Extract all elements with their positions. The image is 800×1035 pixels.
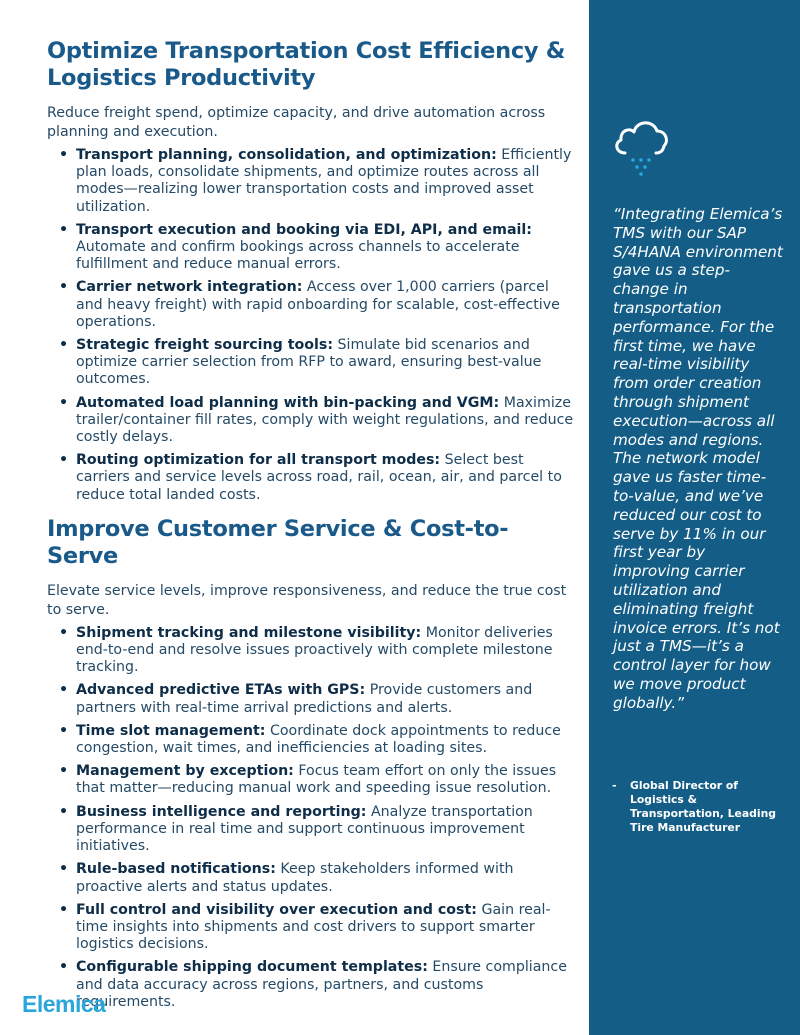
item-label: Full control and visibility over execution and cost: bbox=[76, 901, 477, 918]
section1-list bbox=[47, 147, 577, 504]
list-item: • Carrier network integration: Access over 1,000 carriers (parcel and heavy freight) with rapid onboarding for scalable, cost-effective operations. bbox=[59, 279, 560, 330]
section2-list bbox=[47, 625, 577, 1011]
item-text: Automate and confirm bookings across channels to accelerate fulfillment and reduce manual errors. bbox=[76, 239, 520, 273]
section2-intro: Elevate service levels, improve responsiveness, and reduce the true cost to serve. bbox=[47, 582, 567, 618]
main-content bbox=[47, 38, 577, 1017]
item-text: Focus team effort on only the issues that matter—reducing manual work and speeding issue resolution. bbox=[76, 763, 557, 797]
item-label: Strategic freight sourcing tools: bbox=[76, 337, 333, 354]
item-label: Shipment tracking and milestone visibility: bbox=[76, 624, 422, 641]
list-item: • Routing optimization for all transport modes: Select best carriers and service levels across road, rail, ocean, air, and parcel to reduce total landed costs. bbox=[59, 452, 562, 503]
item-label: Routing optimization for all transport modes: bbox=[76, 452, 441, 469]
item-label: Transport planning, consolidation, and optimization: bbox=[76, 147, 497, 163]
list-item: • Business intelligence and reporting: Analyze transportation performance in real time and support continuous improvement initiatives. bbox=[59, 803, 533, 855]
item-text: Maximize trailer/container fill rates, comply with weight regulations, and reduce costly delays. bbox=[76, 394, 574, 446]
item-label: Advanced predictive ETAs with GPS: bbox=[76, 682, 366, 699]
item-text: Select best carriers and service levels across road, rail, ocean, air, and parcel to reduce total landed costs. bbox=[76, 452, 562, 503]
elemica-logo: Elemica bbox=[22, 991, 106, 1017]
cloud-icon bbox=[611, 113, 671, 183]
list-item: • Configurable shipping document templates: Ensure compliance and data accuracy across regions, partners, and customs requirements. bbox=[59, 959, 567, 1010]
item-text: Ensure compliance and data accuracy across regions, partners, and customs requirements. bbox=[76, 959, 567, 1010]
item-text: Access over 1,000 carriers (parcel and heavy freight) with rapid onboarding for scalable, cost-effective operations. bbox=[76, 279, 560, 330]
list-item: • Management by exception: Focus team effort on only the issues that matter—reducing manual work and speeding issue resolution. bbox=[59, 763, 557, 797]
section2-heading: Improve Customer Service & Cost-to-Serve bbox=[47, 515, 509, 569]
list-item: • Strategic freight sourcing tools: Simulate bid scenarios and optimize carrier selection from RFP to award, ensuring best-value outcomes. bbox=[59, 337, 542, 388]
item-text: Provide customers and partners with real-time arrival predictions and alerts. bbox=[76, 682, 533, 716]
list-item: • Transport execution and booking via EDI, API, and email: Automate and confirm bookings across channels to accelerate fulfillment and reduce manual errors. bbox=[59, 221, 532, 273]
item-label: Rule-based notifications: bbox=[76, 861, 276, 878]
item-label: Configurable shipping document templates: bbox=[76, 959, 428, 976]
item-text: Monitor deliveries end-to-end and resolve issues proactively with complete milestone tracking. bbox=[76, 624, 553, 676]
item-text: Simulate bid scenarios and optimize carrier selection from RFP to award, ensuring best-value outcomes. bbox=[76, 337, 542, 388]
section1-intro: Reduce freight spend, optimize capacity, and drive automation across planning and execution. bbox=[47, 105, 546, 140]
testimonial-quote: “Integrating Elemica’s TMS with our SAP S/4HANA environment gave us a step-change in transportation performance. For the first time, we have real-time visibility from order creation through shipment execution—across all modes and regions. The network model gave us faster time-to-value, and we’ve reduced our cost to serve by 11% in our first year by improving carrier utilization and eliminating freight invoice errors. It’s not just a TMS—it’s a control layer for how we move product globally.” bbox=[613, 205, 783, 712]
item-label: Automated load planning with bin-packing and VGM: bbox=[76, 394, 500, 411]
list-item: • Advanced predictive ETAs with GPS: Provide customers and partners with real-time arrival predictions and alerts. bbox=[59, 682, 533, 716]
item-label: Time slot management: bbox=[76, 722, 266, 739]
list-item: • Automated load planning with bin-packing and VGM: Maximize trailer/container fill rates, comply with weight regulations, and reduce costly delays. bbox=[59, 394, 574, 446]
item-text: Coordinate dock appointments to reduce congestion, wait times, and inefficiencies at loading sites. bbox=[76, 722, 561, 757]
list-item: • Transport planning, consolidation, and optimization: Efficiently plan loads, consolidate shipments, and optimize routes across all modes—realizing lower transportation costs and improved asset utilization. bbox=[59, 147, 572, 215]
section1-heading: Optimize Transportation Cost Efficiency & Logistics Productivity bbox=[47, 38, 566, 91]
list-item: • Rule-based notifications: Keep stakeholders informed with proactive alerts and status updates. bbox=[59, 861, 514, 895]
item-text: Gain real-time insights into shipments and cost drivers to support smarter logistics decisions. bbox=[76, 901, 551, 953]
item-text: Efficiently plan loads, consolidate shipments, and optimize routes across all modes—realizing lower transportation costs and improved asset utilization. bbox=[76, 147, 572, 215]
attribution-dash: - bbox=[612, 779, 617, 792]
list-item: • Time slot management: Coordinate dock appointments to reduce congestion, wait times, and inefficiencies at loading sites. bbox=[59, 722, 561, 757]
list-item: • Full control and visibility over execution and cost: Gain real-time insights into shipments and cost drivers to support smarter logistics decisions. bbox=[59, 901, 551, 953]
item-text: Keep stakeholders informed with proactive alerts and status updates. bbox=[76, 861, 514, 895]
item-label: Management by exception: bbox=[76, 763, 294, 780]
item-label: Business intelligence and reporting: bbox=[76, 803, 367, 820]
list-item: • Shipment tracking and milestone visibility: Monitor deliveries end-to-end and resolve issues proactively with complete milestone tracking. bbox=[59, 624, 553, 676]
testimonial-attribution: Global Director of Logistics & Transportation, Leading Tire Manufacturer bbox=[630, 779, 776, 834]
quote-sidebar bbox=[589, 0, 800, 1035]
item-label: Transport execution and booking via EDI, API, and email: bbox=[76, 221, 532, 238]
item-text: Analyze transportation performance in real time and support continuous improvement initiatives. bbox=[76, 803, 533, 855]
item-label: Carrier network integration: bbox=[76, 279, 303, 296]
